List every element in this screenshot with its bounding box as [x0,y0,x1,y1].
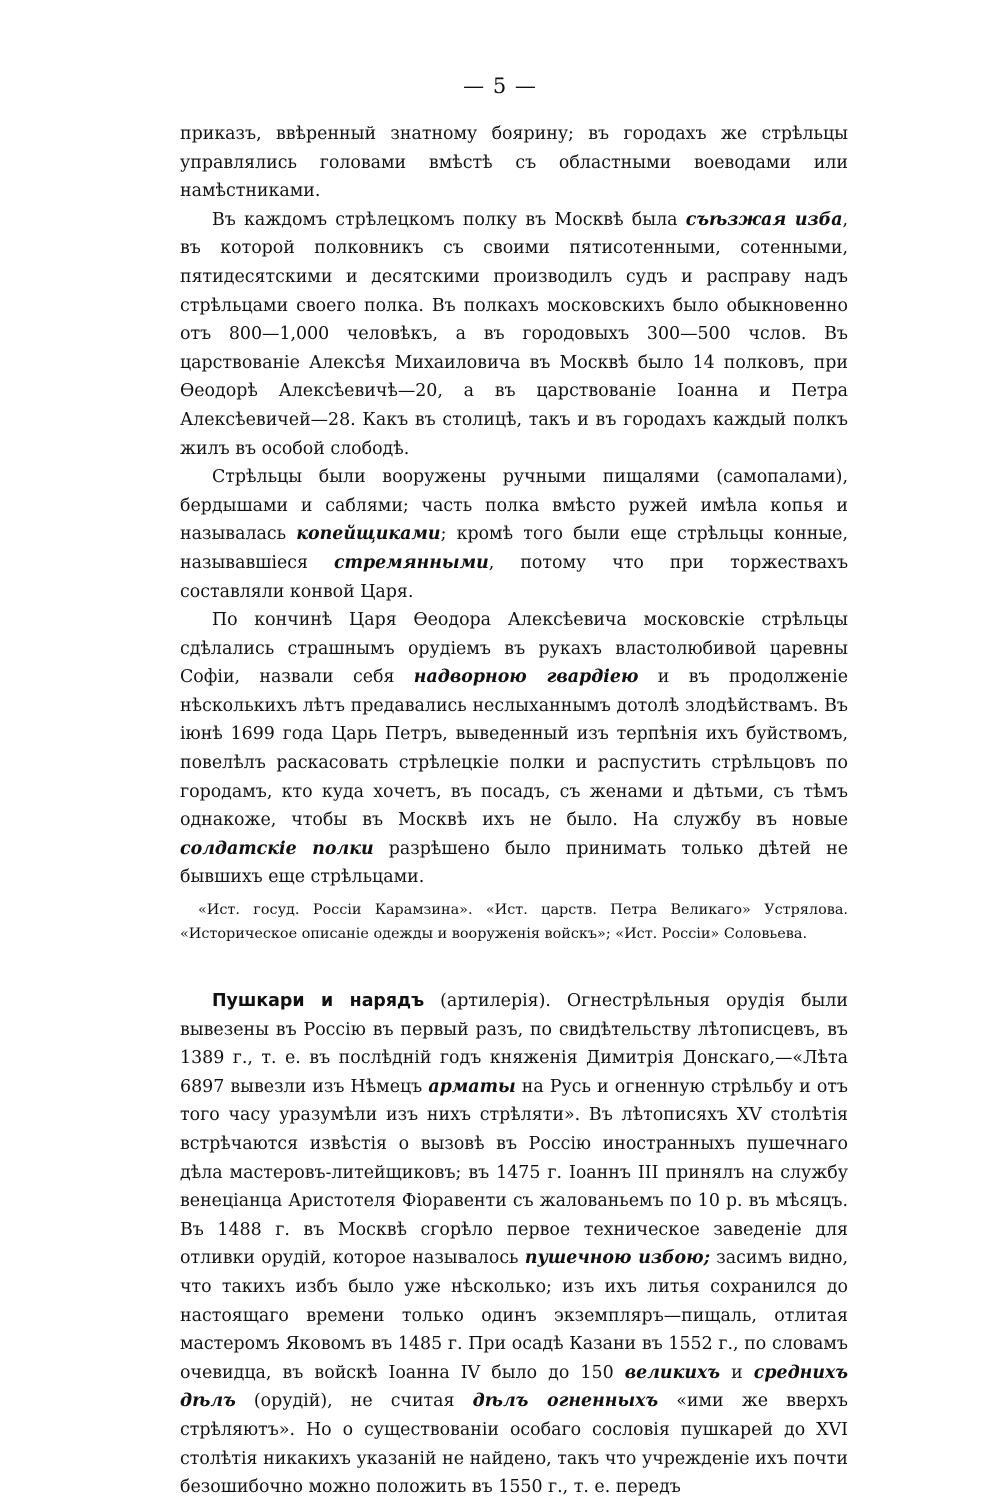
paragraph-4-text-a: По кончинѣ Царя Ѳеодора Алексѣевича московскіе стрѣльцы сдѣлались страшнымъ орудіемъ въ рукахъ властолюбивой царевны Софіи, назвали себя [180,610,848,688]
section-emphasis-4: среднихъ дѣлъ [180,1362,849,1412]
section-text-f: «ими же вверхъ стрѣляютъ». Но о существованіи особаго сословія пушкарей до XVI столѣтія никакихъ указаній не найдено, такъ что учрежденіе ихъ почти безошибочно можно положить въ 1550 г., т. е. передъ [180,1391,849,1498]
paragraph-2-text-b: , въ которой полковникъ съ своими пятисотенными, сотенными, пятидесятскими и десятскими производилъ судъ и расправу надъ стрѣльцами своего полка. Въ полкахъ московскихъ было обыкновенно отъ 800—1,000 человѣкъ, а въ городовыхъ 300—500 чслов. Въ царствованіе Алексѣя Михаиловича въ Москвѣ было 14 полковъ, при Ѳеодорѣ Алексѣевичѣ—20, а въ царствованіе Іоанна и Петра Алексѣевичей—28. Какъ въ столицѣ, такъ и въ городахъ каждый полкъ жилъ въ особой слободѣ. [180,209,848,459]
paragraph-2 [180,206,848,463]
sources-citation: «Ист. госуд. Россіи Карамзина». «Ист. царств. Петра Великаго» Устрялова. «Историческое описаніе одежды и вооруженія войскъ»; «Ист. Россіи» Соловьева. [180,902,848,943]
paragraph-3 [180,463,848,606]
text-column [180,120,848,1502]
section-emphasis-2: пушечною избою; [524,1248,710,1269]
section-text-c: засимъ видно, что такихъ избъ было уже нѣсколько; изъ ихъ литья сохранился до настоящаго времени только одинъ экземпляръ—пищаль, отлитая мастеромъ Яковомъ въ 1485 г. При осадѣ Казани въ 1552 г., по словамъ очевидца, въ войскѣ Іоанна IV было до 150 [180,1248,849,1383]
section-emphasis-3: великихъ [624,1362,721,1383]
paragraph-1-text: приказъ, ввѣренный знатному боярину; въ городахъ же стрѣльцы управлялись головами вмѣстѣ съ областными воеводами или намѣстниками. [180,124,848,202]
section-text-b: на Русь и огненную стрѣльбу и отъ того часу уразумѣли изъ нихъ стрѣляти». Въ лѣтописяхъ XV столѣтія встрѣчаются извѣстія о вызовѣ въ Россію иностранныхъ пушечнаго дѣла мастеровъ-литейщиковъ; въ 1475 г. Іоаннъ III принялъ на службу венеціанца Аристотеля Фіоравенти съ жалованьемъ по 10 р. въ мѣсяцъ. Въ 1488 г. въ Москвѣ сгорѣло первое техническое заведеніе для отливки орудій, которое называлось [180,1076,848,1269]
section-emphasis-1: арматы [428,1076,516,1097]
paragraph-3-emphasis-2: стремянными [333,552,489,573]
paragraph-2-emphasis: съѣзжая изба [685,209,843,230]
paragraph-4 [180,606,848,892]
paragraph-1 [180,120,848,206]
paragraph-4-text-b: и въ продолженіе нѣсколькихъ лѣтъ предавались неслыханнымъ дотолѣ злодѣйствамъ. Въ іюнѣ 1699 года Царь Петръ, выведенный изъ терпѣнія ихъ буйствомъ, повелѣлъ раскасовать стрѣлецкіе полки и распустить стрѣльцовъ по городамъ, кто куда хочетъ, въ посадъ, съ женами и дѣтьми, съ тѣмъ однакоже, чтобы въ Москвѣ ихъ не было. На службу въ новые [180,667,848,831]
section-text-a: (артилерія). Огнестрѣльныя орудія были вывезены въ Россію въ первый разъ, по свидѣтельству лѣтописцевъ, въ 1389 г., т. е. въ послѣдній годъ княженія Димитрія Донскаго,—«Лѣта 6897 вывезли изъ Нѣмецъ [180,991,848,1097]
paragraph-3-text-b: ; кромѣ того были еще стрѣльцы конные, называвшіеся [180,524,848,573]
paragraph-4-text-c: разрѣшено было принимать только дѣтей не бывшихъ еще стрѣльцами. [180,838,848,888]
paragraph-4-emphasis-2: солдатскіе полки [180,838,374,859]
paragraph-3-text-c: , потому что при торжествахъ составляли конвой Царя. [180,552,849,602]
paragraph-3-emphasis-1: копейщиками [296,524,441,545]
section-text-d: и [720,1362,754,1383]
section-emphasis-5: дѣлъ огненныхъ [472,1391,659,1412]
section-pushkari [180,987,848,1502]
paragraph-2-text-a: Въ каждомъ стрѣлецкомъ полку въ Москвѣ была [212,209,686,230]
paragraph-4-emphasis-1: надворною гвардіею [413,667,639,688]
section-paragraph [180,987,848,1502]
section-text-e: (орудій), не считая [235,1391,473,1412]
paragraph-3-text-a: Стрѣльцы были вооружены ручными пищалями (самопалами), бердышами и саблями; часть полка вмѣсто ружей имѣла копья и называлась [180,467,848,545]
section-title: Пушкари и нарядъ [212,991,425,1012]
page-number: — 5 — [463,74,537,98]
